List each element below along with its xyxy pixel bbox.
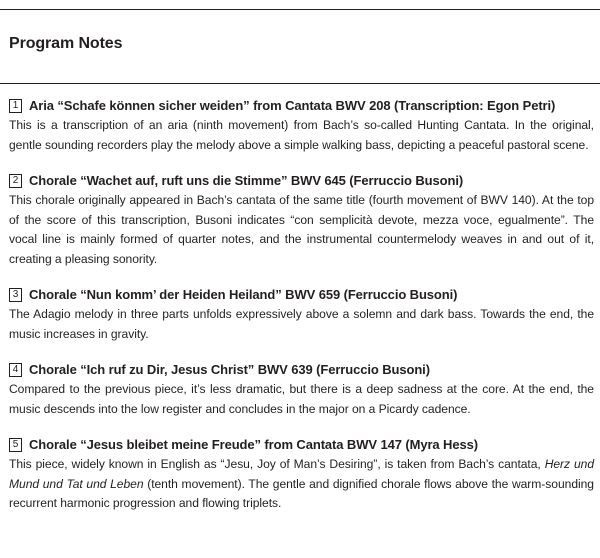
program-note-3 xyxy=(9,285,594,344)
note-heading-row xyxy=(9,171,594,191)
top-rule xyxy=(0,9,600,10)
program-note-1 xyxy=(9,96,594,155)
page-title: Program Notes xyxy=(9,35,123,52)
note-heading: Chorale “Jesus bleibet meine Freude” from Cantata BWV 147 (Myra Hess) xyxy=(29,437,478,452)
note-body-text: This piece, widely known in English as “Jesu, Joy of Man’s Desiring”, is taken from Bach’s cantata, xyxy=(9,457,545,471)
note-body xyxy=(9,455,594,514)
note-body: This chorale originally appeared in Bach’s cantata of the same title (fourth movement of BWV 140). At the top of the score of this transcription, Busoni indicates “con semplicità devote, mezza voce, egualmente”. The vocal line is mainly formed of quarter notes, and the instrumental countermelody weaves in and out of it, creating a pleasing sonority. xyxy=(9,193,594,266)
title-divider xyxy=(0,83,600,84)
program-notes-list xyxy=(9,96,594,530)
cantata-title-italic: Herz und Mund und Tat und Leben xyxy=(9,457,594,491)
note-heading-row xyxy=(9,435,594,455)
note-number-box: 1 xyxy=(9,99,22,113)
note-body: Compared to the previous piece, it’s less dramatic, but there is a deep sadness at the core. At the end, the music descends into the low register and concludes in the major on a Picardy cadence. xyxy=(9,382,594,416)
program-note-2 xyxy=(9,171,594,269)
note-heading-row xyxy=(9,96,594,116)
note-heading: Chorale “Wachet auf, ruft uns die Stimme” BWV 645 (Ferruccio Busoni) xyxy=(29,173,464,188)
note-heading: Aria “Schafe können sicher weiden” from Cantata BWV 208 (Transcription: Egon Petri) xyxy=(29,98,556,113)
note-heading-row xyxy=(9,360,594,380)
program-note-5 xyxy=(9,435,594,514)
note-body: The Adagio melody in three parts unfolds expressively above a solemn and dark bass. Towards the end, the music increases in gravity. xyxy=(9,307,594,341)
note-number-box: 3 xyxy=(9,288,22,302)
note-heading: Chorale “Nun komm’ der Heiden Heiland” BWV 659 (Ferruccio Busoni) xyxy=(29,287,458,302)
note-heading-row xyxy=(9,285,594,305)
note-number-box: 4 xyxy=(9,363,22,377)
note-body-text: (tenth movement). The gentle and dignified chorale flows above the warm-sounding recurrent harmonic progression and flowing triplets. xyxy=(9,476,594,510)
note-body: This is a transcription of an aria (ninth movement) from Bach’s so-called Hunting Cantata. In the original, gentle sounding recorders play the melody above a simple walking bass, depicting a peaceful pastoral scene. xyxy=(9,118,594,152)
program-note-4 xyxy=(9,360,594,419)
note-heading: Chorale “Ich ruf zu Dir, Jesus Christ” BWV 639 (Ferruccio Busoni) xyxy=(29,362,430,377)
note-number-box: 2 xyxy=(9,174,22,188)
note-number-box: 5 xyxy=(9,438,22,452)
